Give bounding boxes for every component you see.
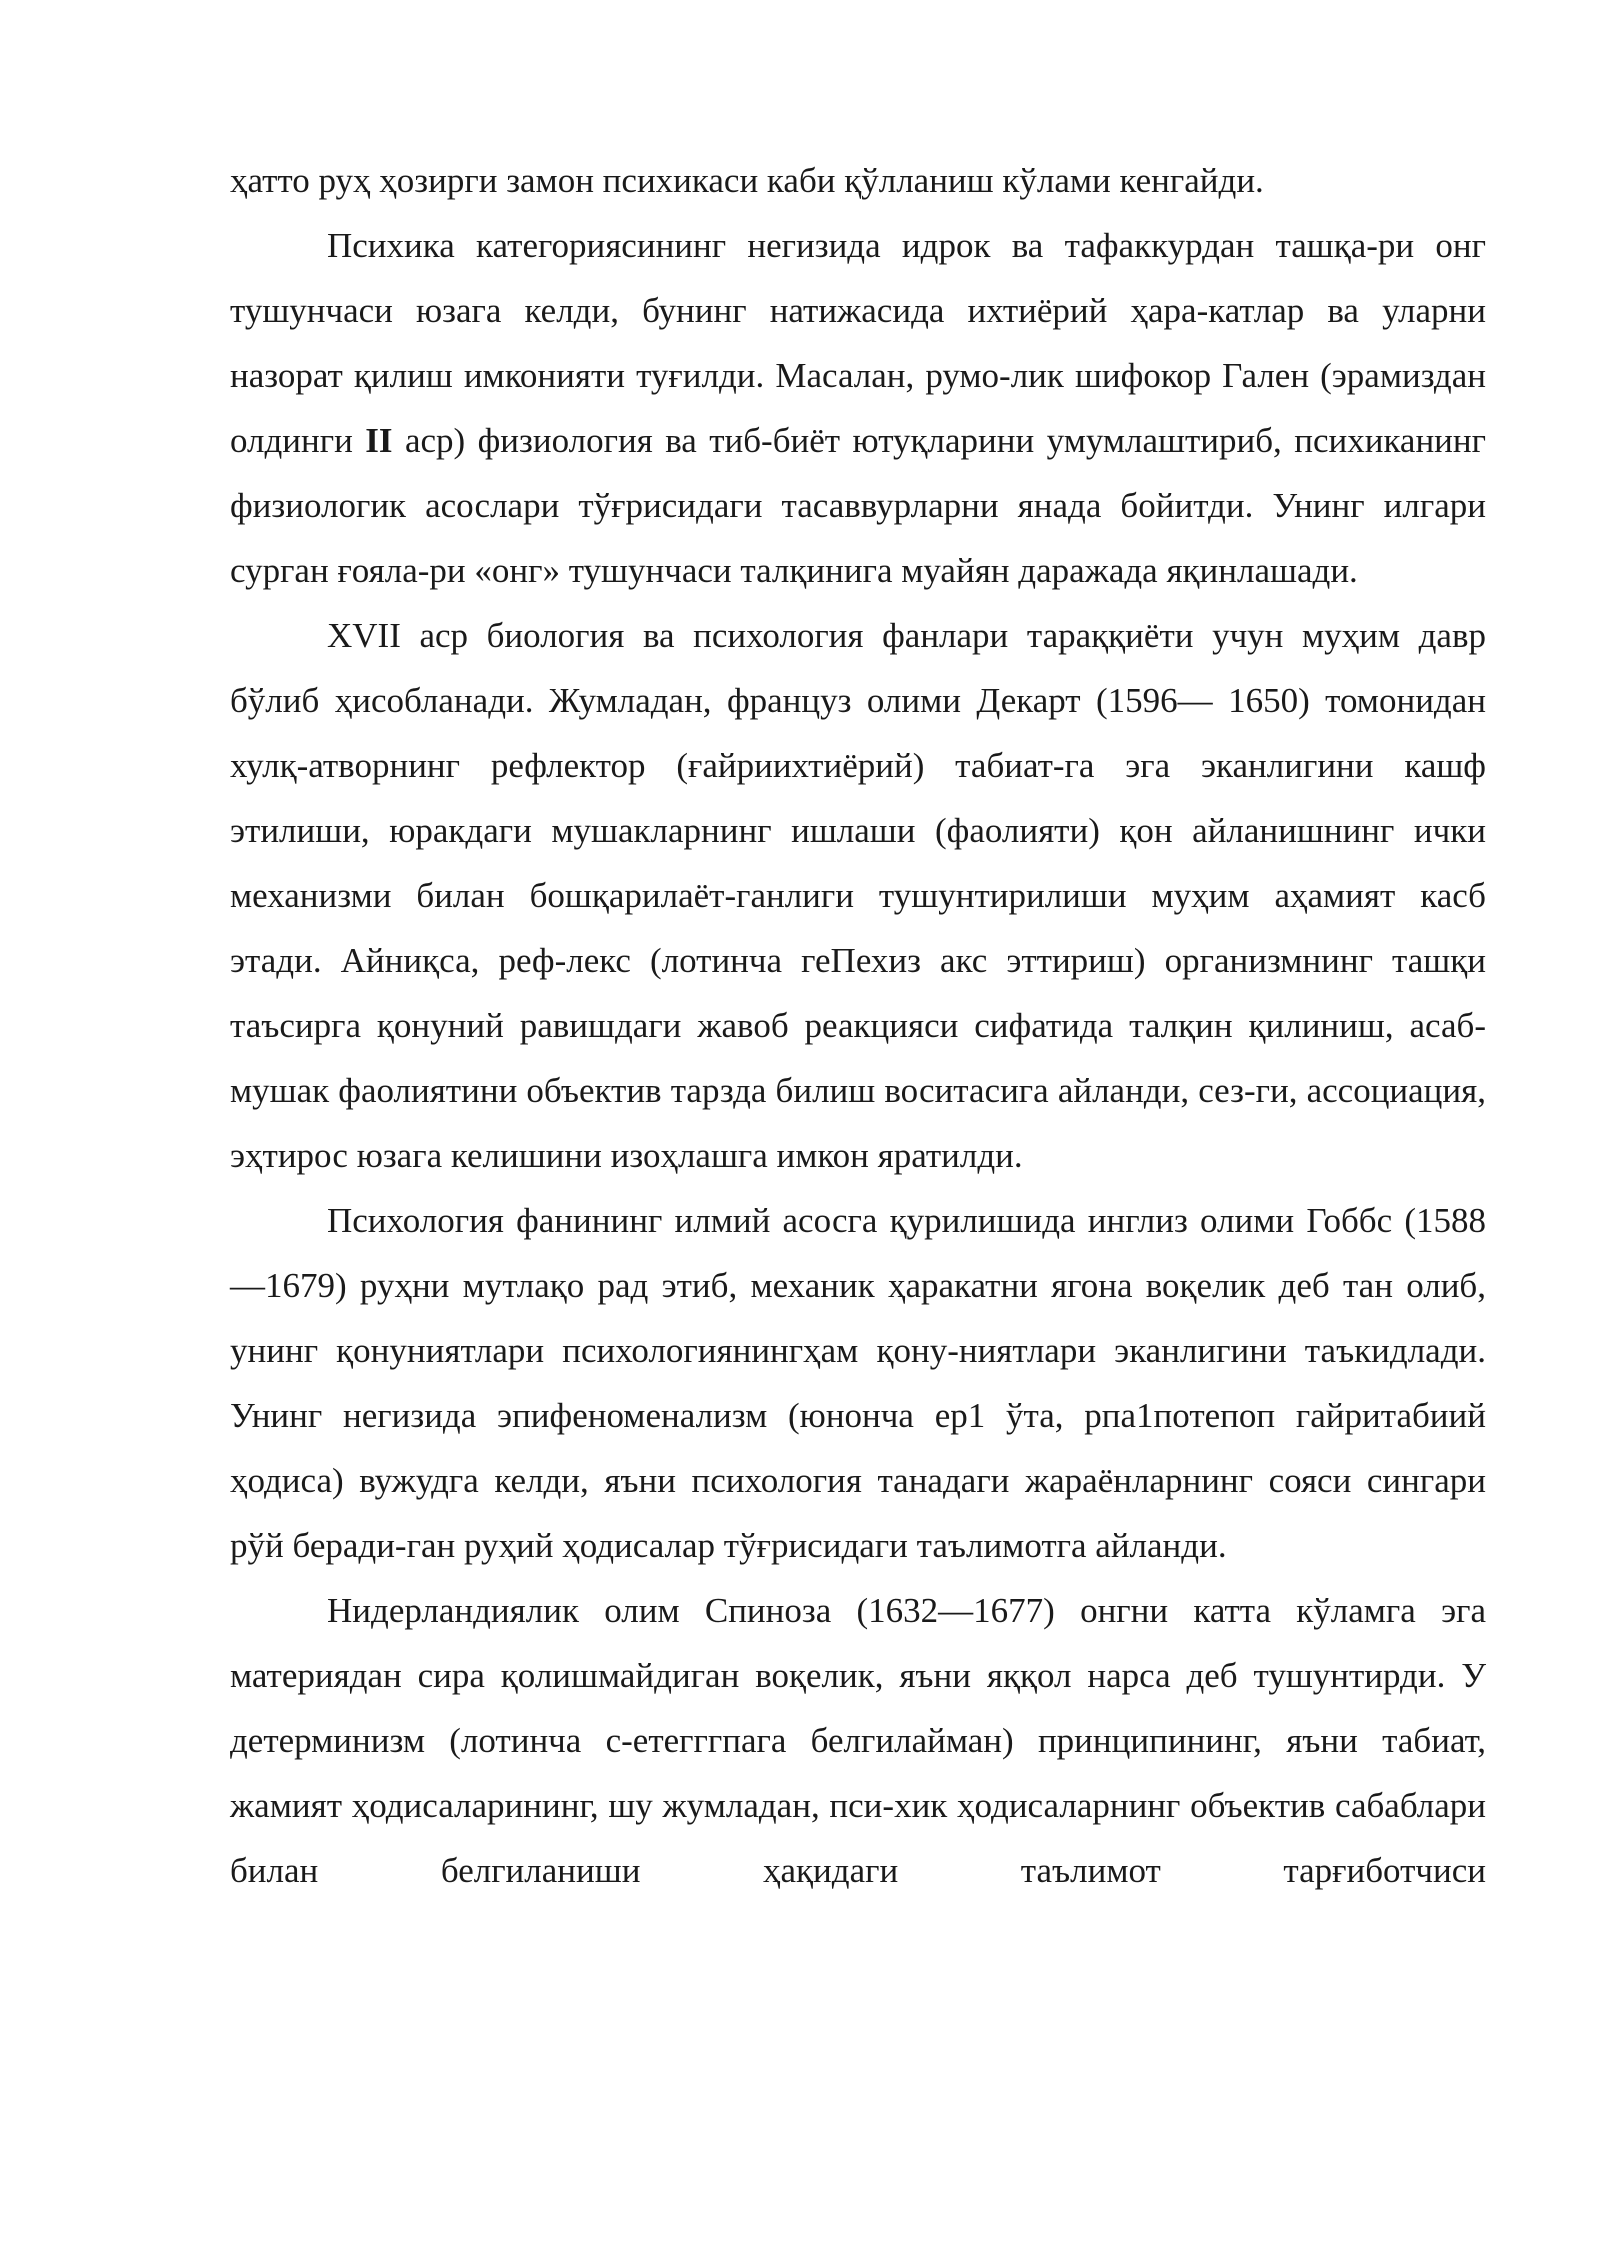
paragraph-text-after: аср) физиология ва тиб-биёт ютуқларини умумлаштириб, психиканинг физиологик асослари тўғрисидаги тасаввурларни янада бойитди. Унинг илгари сурган ғояла-ри «онг» тушунчаси талқинига муайян даражада яқинлашади. — [230, 421, 1486, 590]
paragraph-spinoza: Нидерландиялик олим Спиноза (1632—1677) онгни катта кўламга эга материядан сира қолишмайдиган воқелик, яъни яққол нарса деб тушунтирди. У детерминизм (лотинча с-етегггпага белгилайман) принципининг, яъни табиат, жамият ҳодисаларининг, шу жумладан, пси-хик ҳодисаларнинг объектив сабаблари билан белгиланиши ҳақидаги таълимот тарғиботчиси — [230, 1591, 1486, 1890]
paragraph-xvii-century: XVII аср биология ва психология фанлари тараққиёти учун муҳим давр бўлиб ҳисобланади. Жумладан, француз олими Декарт (1596— 1650) томонидан хулқ-атворнинг рефлектор (ғайриихтиёрий) табиат-га эга эканлигини кашф этилиши, юракдаги мушакларнинг ишлаши (фаолияти) қон айланишнинг ички механизми билан бошқарилаёт-ганлиги тушунтирилиши муҳим аҳамият касб этади. Айниқса, реф-лекс (лотинча геПехиз акс эттириш) организмнинг ташқи таъсирга қонуний равишдаги жавоб реакцияси сифатида талқин қилиниш, асаб-мушак фаолиятини объектив тарзда билиш воситасига айланди, сез-ги, ассоциация, эҳтирос юзага келишини изоҳлашга имкон яратилди. — [230, 616, 1486, 1175]
paragraph-hobbes: Психология фанининг илмий асосга қурилишида инглиз олими Гоббс (1588—1679) руҳни мутлақо рад этиб, механик ҳаракатни ягона воқелик деб тан олиб, унинг қонуниятлари психологиянингҳам қону-ниятлари эканлигини таъкидлади. Унинг негизида эпифеноменализм (юнонча ер1 ўта, рпа1потепоп гайритабиий ҳодиса) вужудга келди, яъни психология танадаги жараёнларнинг сояси сингари рўй беради-ган руҳий ҳодисалар тўғрисидаги таълимотга айланди. — [230, 1201, 1486, 1565]
paragraph-text-before: Психика категориясининг негизида идрок ва тафаккурдан ташқа-ри онг тушунчаси юзага келди, бунинг натижасида ихтиёрий ҳара-катлар ва уларни назорат қилиш имконияти туғилди. Масалан, румо-лик шифокор Гален (эрамиздан олдинги — [230, 226, 1486, 460]
paragraph-continuation: ҳатто руҳ ҳозирги замон психикаси каби қўлланиш кўлами кенгайди. — [230, 161, 1264, 200]
document-body — [230, 148, 1486, 1903]
paragraph-psychika-category — [230, 213, 1486, 603]
roman-numeral: II — [365, 421, 393, 460]
